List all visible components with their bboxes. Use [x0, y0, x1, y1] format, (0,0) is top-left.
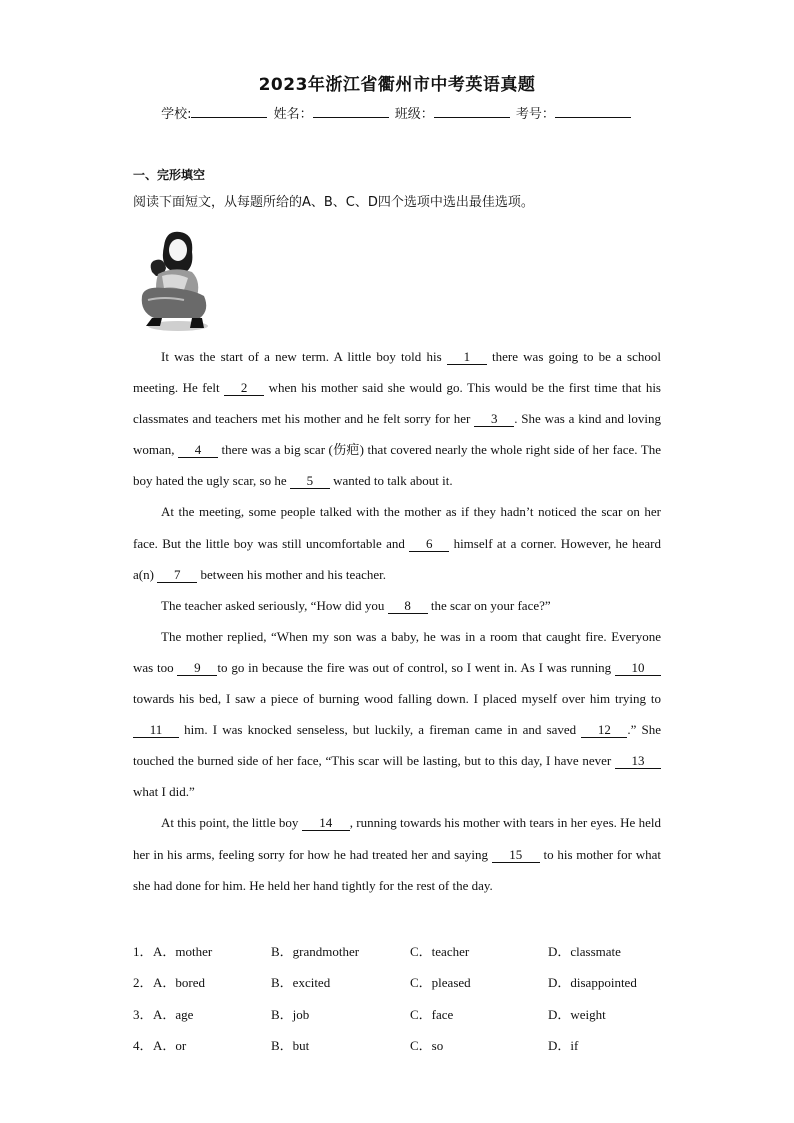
- option-c[interactable]: C．face: [410, 1007, 454, 1022]
- option-d[interactable]: D．if: [548, 1038, 579, 1053]
- blank-15[interactable]: 15: [492, 848, 540, 863]
- school-field[interactable]: [191, 104, 267, 118]
- paragraph-1: It was the start of a new term. A little boy told his 1 there was going to be a school meeting. He felt 2 when his mother said she would go. This would be the first time that his classmates and teachers met his mother and he felt sorry for her 3 . She was a kind and loving woman, 4 there was a big scar (伤疤) that covered nearly the whole right side of her face. The boy hated the ugly scar, so he 5 wanted to talk about it.: [133, 349, 661, 489]
- blank-10[interactable]: 10: [615, 661, 661, 676]
- blank-13[interactable]: 13: [615, 754, 661, 769]
- question-number: 3．: [133, 1007, 153, 1022]
- school-label: 学校:: [161, 107, 192, 122]
- option-b[interactable]: B．job: [271, 1007, 310, 1022]
- blank-12[interactable]: 12: [581, 723, 627, 738]
- blank-6[interactable]: 6: [409, 537, 449, 552]
- blank-9[interactable]: 9: [177, 661, 217, 676]
- question-number: 1．: [133, 944, 153, 959]
- question-number: 4．: [133, 1038, 153, 1053]
- name-field[interactable]: [313, 104, 389, 118]
- number-field[interactable]: [555, 104, 631, 118]
- option-c[interactable]: C．pleased: [410, 975, 471, 990]
- paragraph-4: The mother replied, “When my son was a baby, he was in a room that caught fire. Everyone was too 9 to go in because the fire was out of control, so I went in. As I was running 10 towards his bed, I saw a piece of burning wood falling down. I placed myself over him trying to 11 him. I was knocked senseless, but luckily, a fireman came in and saved 12 .” She touched the burned side of her face, “This scar will be lasting, but to this day, I have never 13 what I did.”: [133, 628, 662, 800]
- option-b[interactable]: B．excited: [271, 975, 331, 990]
- option-c[interactable]: C．teacher: [410, 944, 470, 959]
- reading-passage: [133, 341, 661, 901]
- blank-14[interactable]: 14: [302, 816, 350, 831]
- option-c[interactable]: C．so: [410, 1038, 444, 1053]
- blank-3[interactable]: 3: [474, 412, 514, 427]
- number-label: 考号：: [515, 107, 555, 122]
- option-a[interactable]: A．or: [153, 1038, 187, 1053]
- blank-5[interactable]: 5: [290, 474, 330, 489]
- blank-2[interactable]: 2: [224, 381, 264, 396]
- section-heading: 一、完形填空: [133, 168, 206, 182]
- name-label: 姓名：: [273, 107, 313, 122]
- option-d[interactable]: D．weight: [548, 1007, 606, 1022]
- blank-1[interactable]: 1: [447, 350, 487, 365]
- option-d[interactable]: D．disappointed: [548, 975, 637, 990]
- student-info-line: [0, 103, 794, 122]
- page-title: 2023年浙江省衢州市中考英语真题: [258, 75, 536, 95]
- mother-hugging-child-illustration: [134, 226, 212, 334]
- instruction-text: 阅读下面短文，从每题所给的A、B、C、D四个选项中选出最佳选项。: [133, 195, 534, 210]
- blank-11[interactable]: 11: [133, 723, 179, 738]
- blank-7[interactable]: 7: [157, 568, 197, 583]
- option-a[interactable]: A．bored: [153, 975, 205, 990]
- blank-8[interactable]: 8: [388, 599, 428, 614]
- option-b[interactable]: B．but: [271, 1038, 310, 1053]
- paragraph-3: The teacher asked seriously, “How did you 8 the scar on your face?”: [161, 597, 551, 613]
- class-field[interactable]: [434, 104, 510, 118]
- blank-4[interactable]: 4: [178, 443, 218, 458]
- option-a[interactable]: A．mother: [153, 944, 213, 959]
- option-a[interactable]: A．age: [153, 1007, 194, 1022]
- question-number: 2．: [133, 975, 153, 990]
- paragraph-2: At the meeting, some people talked with the mother as if they hadn’t noticed the scar on her face. But the little boy was still uncomfortable and 6 himself at a corner. However, he heard a(n) 7 between his mother and his teacher.: [133, 504, 661, 582]
- class-label: 班级：: [394, 107, 434, 122]
- paragraph-5: At this point, the little boy 14 , running towards his mother with tears in her eyes. He held her in his arms, feeling sorry for how he had treated her and saying 15 to his mother for what she had done for him. He held her hand tightly for the rest of the day.: [133, 815, 661, 893]
- option-d[interactable]: D．classmate: [548, 944, 621, 959]
- option-b[interactable]: B．grandmother: [271, 944, 360, 959]
